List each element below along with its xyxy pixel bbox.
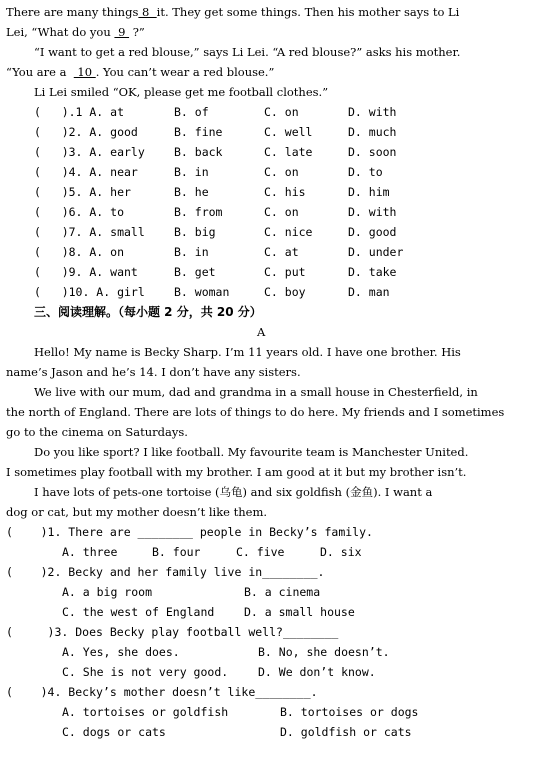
text: “You are a [6,65,74,79]
option-c[interactable]: C. on [264,205,299,219]
option-c[interactable]: C. nice [264,225,313,239]
option-d[interactable]: D. soon [348,145,397,159]
passage-label: A [257,325,266,339]
option-d[interactable]: D. We don’t know. [258,665,376,679]
reading-question-2-options-row-2 [0,602,549,622]
option-b[interactable]: B. fine [174,125,223,139]
option-b[interactable]: B. of [174,105,209,119]
section-heading: 三、阅读理解。（每小题 2 分，共 20 分） [34,305,262,319]
option-c[interactable]: C. on [264,105,299,119]
option-c[interactable]: C. the west of England [62,605,215,619]
question-label-option-a[interactable]: ( )8. A. on [34,245,125,259]
paragraph-2-line-2: the north of England. There are lots of things to do here. My friends and I sometimes [6,405,505,419]
cloze-line-1 [6,2,459,22]
option-b[interactable]: B. in [174,165,209,179]
option-d[interactable]: D. goldfish or cats [280,725,412,739]
option-c[interactable]: C. well [264,125,313,139]
question-label-option-a[interactable]: ( )3. A. early [34,145,145,159]
reading-question-1-stem: ( )1. There are ________ people in Becky’s family. [6,525,373,539]
cloze-line-2 [6,22,145,42]
option-a[interactable]: A. three [62,545,118,559]
question-label-option-a[interactable]: ( )7. A. small [34,225,145,239]
question-label-option-a[interactable]: ( )2. A. good [34,125,138,139]
option-b[interactable]: B. back [174,145,223,159]
option-b[interactable]: B. No, she doesn’t. [258,645,390,659]
option-a[interactable]: A. tortoises or goldfish [62,705,229,719]
cloze-question-3 [0,142,549,162]
question-label-option-a[interactable]: ( )6. A. to [34,205,125,219]
option-d[interactable]: D. much [348,125,397,139]
question-label-option-a[interactable]: ( )4. A. near [34,165,138,179]
cloze-question-1 [0,102,549,122]
reading-question-3-options-row-2 [0,662,549,682]
paragraph-2-line-1: We live with our mum, dad and grandma in a small house in Chesterfield, in [34,385,478,399]
reading-question-2-stem: ( )2. Becky and her family live in________. [6,565,325,579]
cloze-question-8 [0,242,549,262]
reading-question-4-options-row-2 [0,722,549,742]
option-d[interactable]: D. with [348,105,397,119]
reading-question-1-options [0,542,549,562]
cloze-question-4 [0,162,549,182]
question-label-option-a[interactable]: ( )5. A. her [34,185,131,199]
option-d[interactable]: D. under [348,245,404,259]
option-c[interactable]: C. late [264,145,313,159]
text: . You can’t wear a red blouse.” [95,65,275,79]
paragraph-1-line-2: name’s Jason and he’s 14. I don’t have any sisters. [6,365,301,379]
paragraph-3-line-2: I sometimes play football with my brother. I am good at it but my brother isn’t. [6,465,467,479]
paragraph-3-line-1: Do you like sport? I like football. My favourite team is Manchester United. [34,445,469,459]
option-c[interactable]: C. on [264,165,299,179]
reading-question-2-options-row-1 [0,582,549,602]
text: ?” [129,25,145,39]
option-b[interactable]: B. tortoises or dogs [280,705,419,719]
blank-9: 9 [114,25,130,39]
option-d[interactable]: D. him [348,185,390,199]
option-d[interactable]: D. with [348,205,397,219]
cloze-question-6 [0,202,549,222]
question-label-option-a[interactable]: ( )10. A. girl [34,285,145,299]
option-d[interactable]: D. a small house [244,605,355,619]
option-b[interactable]: B. from [174,205,223,219]
option-c[interactable]: C. boy [264,285,306,299]
option-b[interactable]: B. he [174,185,209,199]
reading-question-4-stem: ( )4. Becky’s mother doesn’t like________. [6,685,318,699]
text: it. They get some things. Then his mother says to Li [156,5,460,19]
option-b[interactable]: B. in [174,245,209,259]
option-b[interactable]: B. woman [174,285,230,299]
option-c[interactable]: C. She is not very good. [62,665,229,679]
cloze-line-3: “I want to get a red blouse,” says Li Lei. “A red blouse?” asks his mother. [34,45,461,59]
option-a[interactable]: A. Yes, she does. [62,645,180,659]
cloze-question-9 [0,262,549,282]
paragraph-4-line-2: dog or cat, but my mother doesn’t like them. [6,505,268,519]
option-c[interactable]: C. dogs or cats [62,725,166,739]
reading-question-3-options-row-1 [0,642,549,662]
cloze-line-5: Li Lei smiled “OK, please get me football clothes.” [34,85,329,99]
paragraph-1-line-1: Hello! My name is Becky Sharp. I’m 11 years old. I have one brother. His [34,345,461,359]
reading-question-3-stem: ( )3. Does Becky play football well?________ [6,625,339,639]
option-a[interactable]: A. a big room [62,585,153,599]
option-b[interactable]: B. a cinema [244,585,321,599]
option-c[interactable]: C. put [264,265,306,279]
paragraph-2-line-3: go to the cinema on Saturdays. [6,425,188,439]
cloze-line-4 [6,62,274,82]
reading-question-4-options-row-1 [0,702,549,722]
option-d[interactable]: D. take [348,265,397,279]
option-d[interactable]: D. man [348,285,390,299]
option-b[interactable]: B. four [152,545,201,559]
text: Lei, “What do you [6,25,115,39]
cloze-question-2 [0,122,549,142]
option-d[interactable]: D. six [320,545,362,559]
option-b[interactable]: B. get [174,265,216,279]
cloze-question-10 [0,282,549,302]
question-label-option-a[interactable]: ( ).1 A. at [34,105,125,119]
option-d[interactable]: D. good [348,225,397,239]
option-d[interactable]: D. to [348,165,383,179]
text: There are many things [6,5,139,19]
cloze-question-5 [0,182,549,202]
blank-10: 10 [73,65,96,79]
paragraph-4-line-1: I have lots of pets-one tortoise (乌龟) and six goldfish (金鱼). I want a [34,485,433,499]
option-c[interactable]: C. five [236,545,285,559]
blank-8: 8 [138,5,157,19]
option-c[interactable]: C. at [264,245,299,259]
question-label-option-a[interactable]: ( )9. A. want [34,265,138,279]
option-c[interactable]: C. his [264,185,306,199]
option-b[interactable]: B. big [174,225,216,239]
cloze-question-7 [0,222,549,242]
